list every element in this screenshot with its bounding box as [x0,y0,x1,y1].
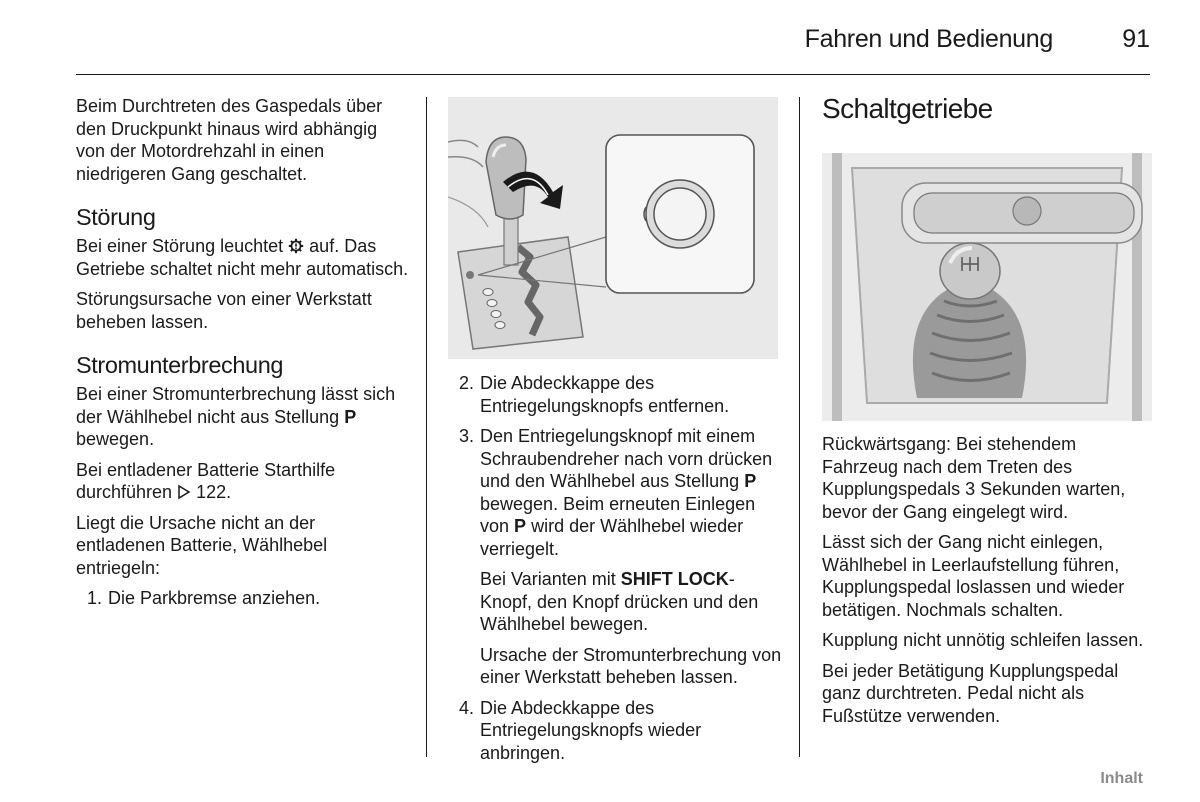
gear-not-engaging-paragraph: Lässt sich der Gang nicht einlegen, Wählhebel in Leerlaufstellung führen, Kupplungspedal loslassen und wieder betätigen. Nochmals schalten. [822,532,1125,620]
step-text: Die Parkbremse anziehen. [108,588,321,608]
step-number: 3. [458,426,474,446]
strom-paragraph-1: Bei einer Stromunterbrechung lässt sich der Wählhebel nicht aus Stellung P bewegen. [76,384,396,449]
step-text: Die Abdeckkappe des Entriegelungsknopfs entfernen. [480,373,730,416]
shift-lock-label: SHIFT LOCK [620,569,729,589]
column-divider-left [426,97,427,757]
ursache-paragraph: Ursache der Stromunterbrechung von einer Werkstatt beheben lassen. [480,644,782,687]
step-text: Die Abdeckkappe des Entriegelungsknopfs wieder anbringen. [480,697,702,763]
shift-lock-paragraph: Bei Varianten mit SHIFT LOCK-Knopf, den Knopf drücken und den Wählhebel bewegen. [480,569,759,634]
column-3 [822,433,1152,735]
step-number: 2. [458,373,474,393]
intro-paragraph: Beim Durchtreten des Gaspedals über den Druckpunkt hinaus wird abhängig von der Motordrehzahl in einen niedrigeren Gang geschaltet. [76,96,383,184]
reverse-gear-paragraph: Rückwärtsgang: Bei stehendem Fahrzeug nach dem Treten des Kupplungspedals 3 Sekunden warten, bevor der Gang eingelegt wird. [822,434,1126,522]
clutch-slip-paragraph: Kupplung nicht unnötig schleifen lassen. [822,630,1144,650]
step-2 [448,372,783,417]
position-p-label: P [514,516,527,536]
manual-gear-lever-illustration [822,153,1152,421]
step-number: 4. [458,697,474,718]
running-header-title: Fahren und Bedienung [804,25,1053,53]
strom-paragraph-3: Liegt die Ursache nicht an der entladenen Batterie, Wählhebel entriegeln: [76,512,328,578]
stoerung-repair-paragraph: Störungsursache von einer Werkstatt beheben lassen. [76,289,372,332]
page-number: 91 [1122,25,1150,53]
column-2 [448,372,783,772]
column-divider-right [799,97,800,757]
step-number: 1. [86,588,102,608]
header-rule [76,74,1150,75]
step-4 [448,697,783,765]
position-p-label: P [344,406,357,427]
heading-stoerung: Störung [76,204,156,230]
heading-stromunterbrechung: Stromunterbrechung [76,352,284,378]
selector-lever-illustration [448,97,778,359]
strom-paragraph-2: Bei entladener Batterie Starthilfe durchführen 122. [76,459,336,502]
column-3-heading-wrap [822,92,1152,126]
contents-link[interactable]: Inhalt [1100,770,1143,787]
page-reference-icon [177,484,191,500]
step-text: Den Entriegelungsknopf mit einem Schraubendreher nach vorn drücken und den Wählhebel aus Stellung P bewegen. Beim erneuten Einlegen von P wird der Wählhebel wieder verriegelt. [480,426,773,559]
page-reference-link[interactable]: 122. [196,482,232,502]
step-1 [76,587,416,610]
position-p-label: P [744,471,757,491]
column-1 [76,95,416,618]
stoerung-paragraph: Bei einer Störung leuchtet auf. Das Getriebe schaltet nicht mehr automatisch. [76,236,409,279]
step-3 [448,425,783,560]
clutch-pedal-paragraph: Bei jeder Betätigung Kupplungspedal ganz durchtreten. Pedal nicht als Fußstütze verwenden. [822,660,1119,726]
transmission-warning-icon [288,238,304,254]
heading-schaltgetriebe: Schaltgetriebe [822,93,993,124]
